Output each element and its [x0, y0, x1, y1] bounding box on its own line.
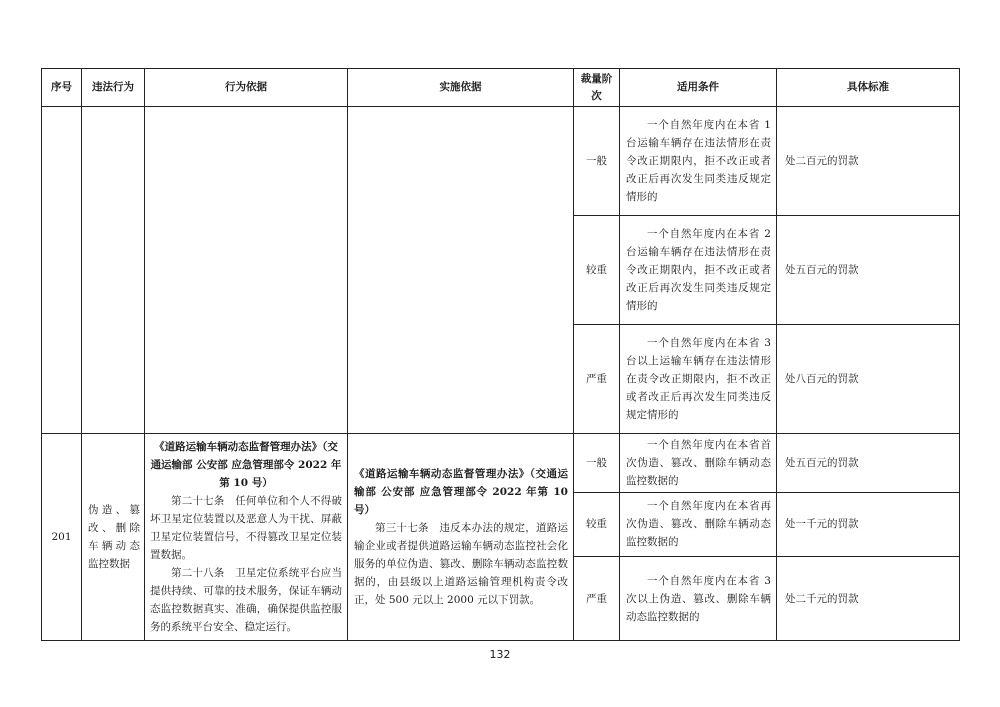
condition-cell: 一个自然年度内在本省 1 台运输车辆存在违法情形在责令改正期限内，拒不改正或者改正后再次发生同类违反规定情形的: [620, 107, 777, 216]
condition-cell: 一个自然年度内在本省 2 台运输车辆存在违法情形在责令改正期限内，拒不改正或者改正后再次发生同类违反规定情形的: [620, 216, 777, 325]
condition-cell: 一个自然年度内在本省 3 台以上运输车辆存在违法情形在责令改正期限内，拒不改正或者改正后再次发生同类违反规定情形的: [620, 325, 777, 434]
behavior-basis-article-28: 第二十八条 卫星定位系统平台应当提供持续、可靠的技术服务，保证车辆动态监控数据真实、准确，确保提供监控服务的系统平台安全、稳定运行。: [150, 567, 342, 633]
page-number: 132: [489, 648, 511, 661]
condition-cell: 一个自然年度内在本省 3 次以上伪造、篡改、删除车辆动态监控数据的: [620, 557, 777, 641]
violation-cell-continued: [82, 107, 145, 434]
standard-cell: 处二千元的罚款: [777, 557, 960, 641]
standard-cell: 处五百元的罚款: [777, 216, 960, 325]
behavior-basis-cell: [145, 434, 348, 641]
header-violation: 违法行为: [82, 69, 145, 107]
table-row: [42, 434, 960, 493]
header-discretion: 裁量阶次: [574, 69, 620, 107]
discretion-level: 较重: [574, 216, 620, 325]
header-row: [42, 69, 960, 107]
header-behavior-basis: 行为依据: [145, 69, 348, 107]
discretion-level: 一般: [574, 107, 620, 216]
discretion-level: 较重: [574, 492, 620, 557]
standard-cell: 处一千元的罚款: [777, 492, 960, 557]
header-impl-basis: 实施依据: [348, 69, 574, 107]
standard-cell: 处二百元的罚款: [777, 107, 960, 216]
impl-basis-article-37: 第三十七条 违反本办法的规定，道路运输企业或者提供道路运输车辆动态监控社会化服务的单位伪造、篡改、删除车辆动态监控数据的，由县级以上道路运输管理机构责令改正，处 500 元以上 2000 元以下罚款。: [354, 522, 568, 606]
discretion-level: 一般: [574, 434, 620, 493]
seq-cell: 201: [42, 434, 82, 641]
condition-cell: 一个自然年度内在本省首次伪造、篡改、删除车辆动态监控数据的: [620, 434, 777, 493]
header-standard: 具体标准: [777, 69, 960, 107]
standard-cell: 处五百元的罚款: [777, 434, 960, 493]
seq-cell-continued: [42, 107, 82, 434]
standard-cell: 处八百元的罚款: [777, 325, 960, 434]
behavior-basis-article-27: 第二十七条 任何单位和个人不得破坏卫星定位装置以及恶意人为干扰、屏蔽卫星定位装置信号，不得篡改卫星定位装置数据。: [150, 495, 342, 561]
behavior-basis-cell-continued: [145, 107, 348, 434]
header-conditions: 适用条件: [620, 69, 777, 107]
header-seq: 序号: [42, 69, 82, 107]
table-row: [42, 107, 960, 216]
behavior-basis-title: 《道路运输车辆动态监督管理办法》（交通运输部 公安部 应急管理部令 2022 年第 10 号）: [150, 441, 342, 489]
discretion-level: 严重: [574, 325, 620, 434]
impl-basis-title: 《道路运输车辆动态监督管理办法》（交通运输部 公安部 应急管理部令 2022 年第 10 号）: [354, 468, 568, 516]
impl-basis-cell-continued: [348, 107, 574, 434]
penalty-discretion-table: [41, 68, 960, 641]
impl-basis-cell: [348, 434, 574, 641]
condition-cell: 一个自然年度内在本省再次伪造、篡改、删除车辆动态监控数据的: [620, 492, 777, 557]
discretion-level: 严重: [574, 557, 620, 641]
violation-cell: 伪造、篡改、删除车辆动态监控数据: [82, 434, 145, 641]
